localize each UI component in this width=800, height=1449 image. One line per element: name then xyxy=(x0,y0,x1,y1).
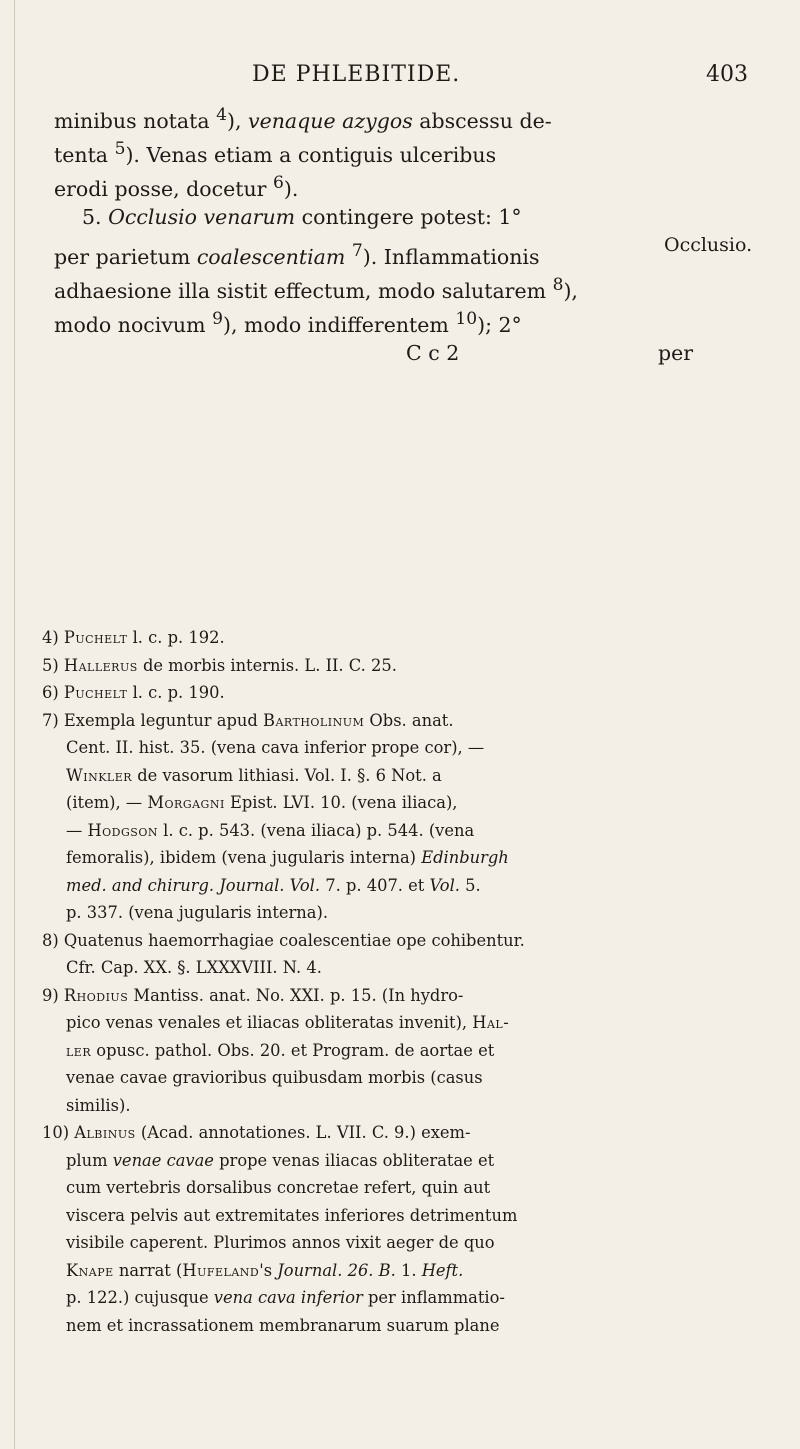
footnote-ref: 8 xyxy=(552,275,564,295)
footnotes xyxy=(42,624,758,1339)
catchword: per xyxy=(658,341,694,365)
author-name: Hufeland xyxy=(182,1260,260,1280)
marginal-note: Occlusio. xyxy=(664,234,753,256)
author-name: Rhodius xyxy=(63,985,129,1005)
footnote-8 xyxy=(42,927,758,982)
text-line: erodi posse, docetur $^6$). xyxy=(54,173,299,201)
page-header xyxy=(0,62,800,98)
journal-title: Journal. 26. B. xyxy=(277,1260,396,1280)
footnote-line: 8) Quatenus haemorrhagiae coalescentiae ope cohibentur. xyxy=(42,930,525,950)
emphasis: venaque azygos xyxy=(248,108,413,133)
emphasis: coalescentiam xyxy=(196,244,346,269)
signature-row xyxy=(54,336,754,370)
author-name: Puchelt xyxy=(63,683,128,702)
footnote-line: pico venas venales et iliacas obliteratas invenit), Hal- xyxy=(66,1013,510,1032)
footnote-line: med. and chirurg. Journal. Vol. 7. p. 407. et Vol. 5. xyxy=(66,875,481,895)
text-line: adhaesione illa sistit effectum, modo salutarem $^8$), xyxy=(54,275,578,303)
section-heading: Occlusio venarum xyxy=(108,205,296,229)
signature-mark: C c 2 xyxy=(406,341,460,365)
page-number: 403 xyxy=(706,62,748,87)
footnote-line: plum venae cavae prope venas iliacas obliteratae et xyxy=(66,1150,495,1170)
footnote-line: viscera pelvis aut extremitates inferiores detrimentum xyxy=(66,1205,518,1225)
footnote-9 xyxy=(42,982,758,1120)
footnote-line: femoralis), ibidem (vena jugularis interna) Edinburgh xyxy=(66,848,509,867)
page-gutter-edge xyxy=(14,0,15,1449)
footnote-line: 6) Puchelt l. c. p. 190. xyxy=(42,683,225,702)
footnote-line: Knape narrat (Hufeland's Journal. 26. B. 1. Heft. xyxy=(66,1260,464,1280)
author-name: Hallerus xyxy=(63,655,138,675)
footnote-ref: 10 xyxy=(455,309,478,329)
footnote-line: visibile caperent. Plurimos annos vixit aeger de quo xyxy=(66,1233,495,1252)
text-line: tenta $^5$). Venas etiam a contiguis ulceribus xyxy=(54,139,497,167)
author-name: Albinus xyxy=(74,1123,136,1142)
footnote-line: 5) Hallerus de morbis internis. L. II. C. 25. xyxy=(42,655,397,675)
footnote-line: — Hodgson l. c. p. 543. (vena iliaca) p. 544. (vena xyxy=(66,820,475,840)
footnote-line: 4) Puchelt l. c. p. 192. xyxy=(42,628,225,647)
footnote-6 xyxy=(42,679,758,707)
author-name: ler xyxy=(66,1040,92,1060)
author-name: Hal- xyxy=(472,1013,510,1032)
main-text xyxy=(54,98,754,370)
emphasis: venae cavae xyxy=(112,1150,214,1170)
footnote-5 xyxy=(42,652,758,680)
footnote-ref: 7 xyxy=(351,241,363,261)
emphasis: vena cava inferior xyxy=(213,1288,363,1307)
author-name: Puchelt xyxy=(63,628,128,647)
footnote-ref: 9 xyxy=(212,309,223,329)
footnote-4 xyxy=(42,624,758,652)
footnote-line: 7) Exempla leguntur apud Bartholinum Obs. anat. xyxy=(42,710,454,730)
footnote-line: nem et incrassationem membranarum suarum plane xyxy=(66,1315,500,1335)
text-line: minibus notata $^4$), venaque azygos abscessu de- xyxy=(54,105,552,133)
footnote-line: p. 337. (vena jugularis interna). xyxy=(66,903,329,922)
running-head: DE PHLEBITIDE. xyxy=(252,62,461,87)
author-name: Winkler xyxy=(66,765,133,785)
footnote-ref: 6 xyxy=(272,173,284,193)
footnote-line: Cfr. Cap. XX. §. LXXXVIII. N. 4. xyxy=(66,958,322,977)
journal-title: Edinburgh xyxy=(421,848,509,867)
author-name: Bartholinum xyxy=(262,710,365,730)
author-name: Knape xyxy=(66,1260,114,1280)
text-line: modo nocivum $^9$), modo indifferentem $^{10}$); 2° xyxy=(54,309,522,337)
journal-title: med. and chirurg. Journal. Vol. xyxy=(66,875,321,895)
footnote-line: ler opusc. pathol. Obs. 20. et Program. de aortae et xyxy=(66,1040,495,1060)
footnote-10 xyxy=(42,1119,758,1339)
footnote-line: (item), — Morgagni Epist. LVI. 10. (vena iliaca), xyxy=(66,793,458,812)
footnote-7 xyxy=(42,707,758,927)
footnote-line: Winkler de vasorum lithiasi. Vol. I. §. 6 Not. a xyxy=(66,765,442,785)
footnote-line: cum vertebris dorsalibus concretae refert, quin aut xyxy=(66,1178,491,1197)
footnote-ref: 5 xyxy=(114,139,126,159)
author-name: Hodgson xyxy=(87,820,158,840)
footnote-line: 9) Rhodius Mantiss. anat. No. XXI. p. 15. (In hydro- xyxy=(42,985,464,1005)
footnote-line: venae cavae gravioribus quibusdam morbis (casus xyxy=(66,1068,483,1087)
text-line: 5. Occlusio venarum contingere potest: 1° xyxy=(82,205,522,229)
author-name: Morgagni xyxy=(147,793,225,812)
footnote-line: similis). xyxy=(66,1095,131,1115)
footnote-ref: 4 xyxy=(216,105,227,125)
footnote-line: 10) Albinus (Acad. annotationes. L. VII. C. 9.) exem- xyxy=(42,1123,471,1142)
footnote-line: p. 122.) cujusque vena cava inferior per inflammatio- xyxy=(66,1288,505,1307)
text-line: per parietum coalescentiam $^7$). Inflammationis xyxy=(54,241,540,269)
footnote-line: Cent. II. hist. 35. (vena cava inferior prope cor), — xyxy=(66,738,485,757)
